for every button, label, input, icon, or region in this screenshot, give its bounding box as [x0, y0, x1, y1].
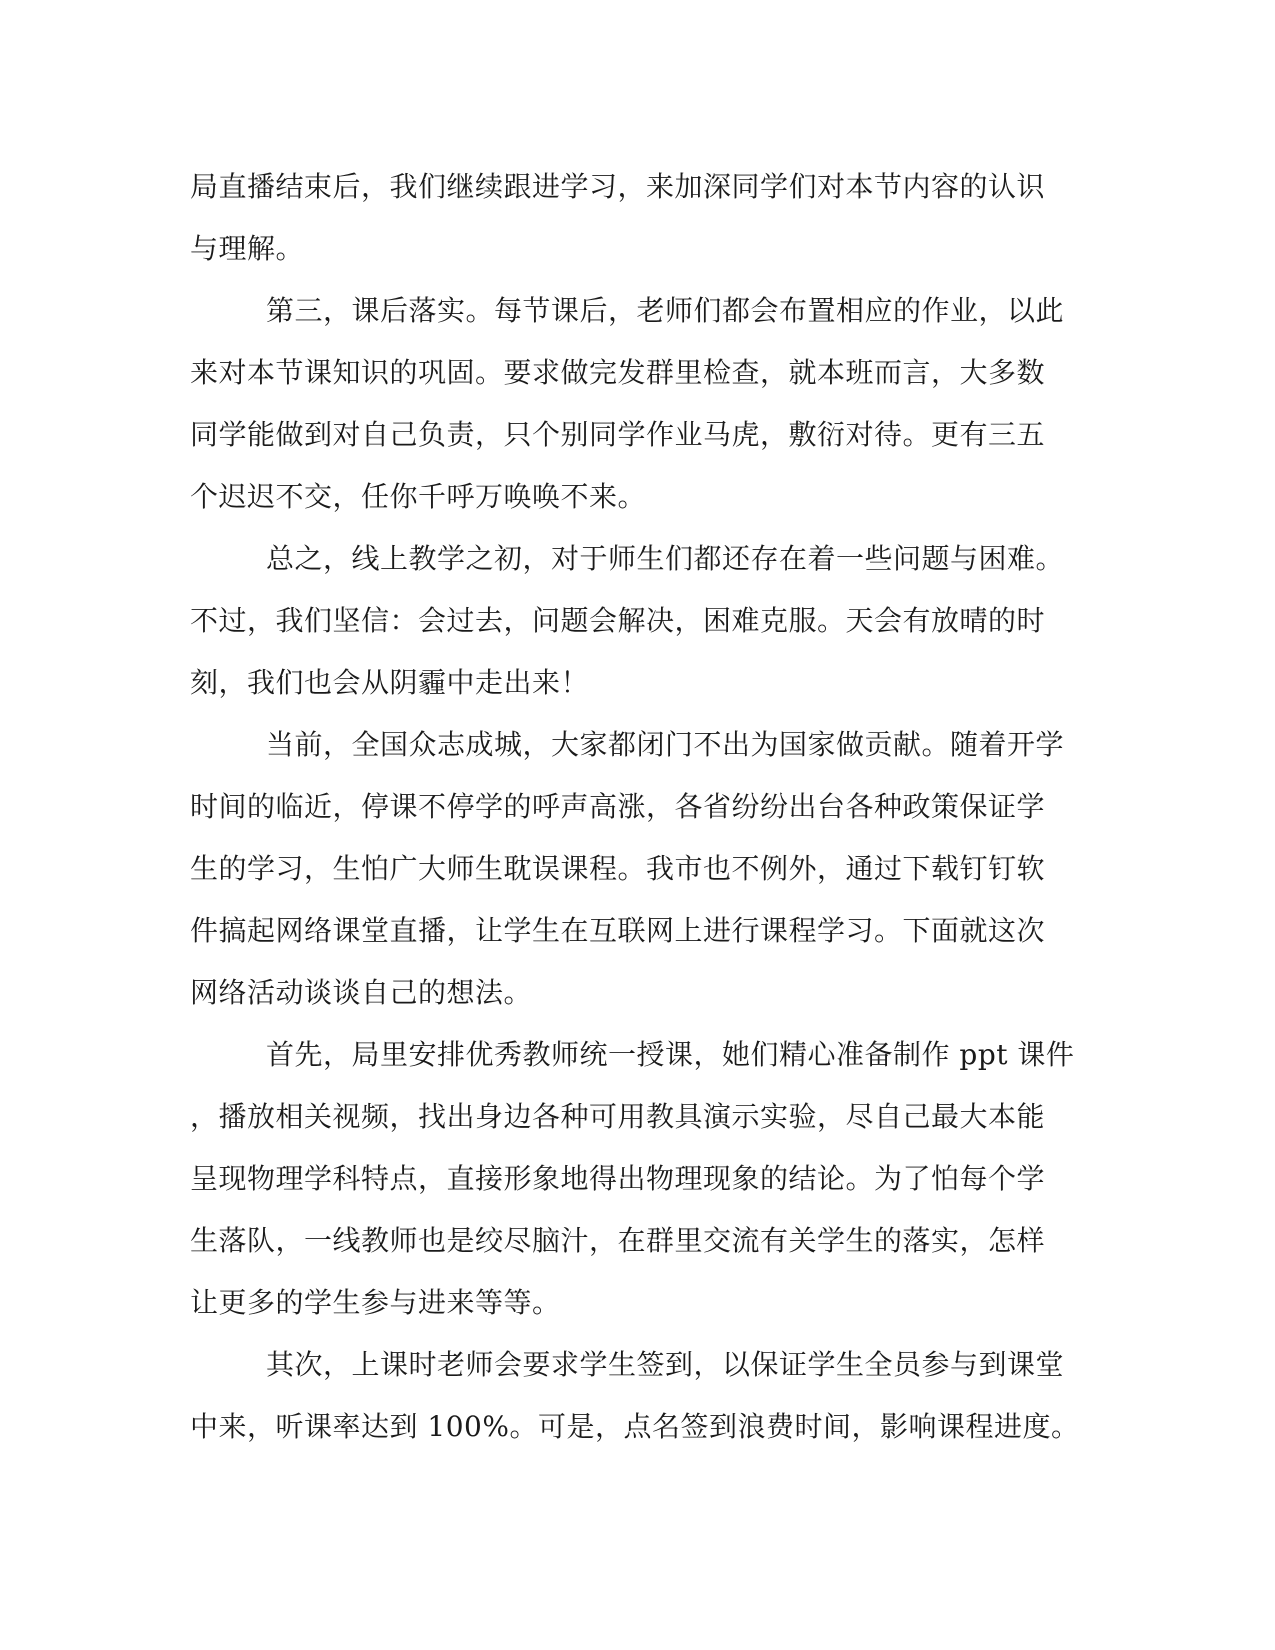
text-line: 生落队，一线教师也是绞尽脑汁，在群里交流有关学生的落实，怎样: [190, 1224, 1046, 1257]
text-line: 同学能做到对自己负责，只个别同学作业马虎，敷衍对待。更有三五: [190, 418, 1046, 451]
text-line: 与理解。: [190, 232, 305, 265]
text-line: 来对本节课知识的巩固。要求做完发群里检查，就本班而言，大多数: [190, 356, 1046, 389]
text-line: 中来，听课率达到 100%。可是，点名签到浪费时间，影响课程进度。: [190, 1410, 1080, 1443]
text-line: 刻，我们也会从阴霾中走出来！: [190, 666, 590, 699]
paragraph-start-line: 第三，课后落实。每节课后，老师们都会布置相应的作业，以此: [266, 294, 1065, 327]
text-line: 让更多的学生参与进来等等。: [190, 1286, 561, 1319]
text-line: 不过，我们坚信：会过去，问题会解决，困难克服。天会有放晴的时: [190, 604, 1046, 637]
text-line: 局直播结束后，我们继续跟进学习，来加深同学们对本节内容的认识: [190, 170, 1046, 203]
text-line: 生的学习，生怕广大师生耽误课程。我市也不例外，通过下载钉钉软: [190, 852, 1046, 885]
paragraph-start-line: 其次，上课时老师会要求学生签到，以保证学生全员参与到课堂: [266, 1348, 1065, 1381]
document-body: [190, 156, 1080, 1458]
text-line: 时间的临近，停课不停学的呼声高涨，各省纷纷出台各种政策保证学: [190, 790, 1046, 823]
text-line: 个迟迟不交，任你千呼万唤唤不来。: [190, 480, 647, 513]
text-line: ，播放相关视频，找出身边各种可用教具演示实验，尽自己最大本能: [190, 1100, 1046, 1133]
paragraph-start-line: 首先，局里安排优秀教师统一授课，她们精心准备制作 ppt 课件: [266, 1038, 1075, 1071]
paragraph-start-line: 总之，线上教学之初，对于师生们都还存在着一些问题与困难。: [266, 542, 1065, 575]
text-line: 件搞起网络课堂直播，让学生在互联网上进行课程学习。下面就这次: [190, 914, 1046, 947]
paragraph-start-line: 当前，全国众志成城，大家都闭门不出为国家做贡献。随着开学: [266, 728, 1065, 761]
text-line: 呈现物理学科特点，直接形象地得出物理现象的结论。为了怕每个学: [190, 1162, 1046, 1195]
text-line: 网络活动谈谈自己的想法。: [190, 976, 533, 1009]
